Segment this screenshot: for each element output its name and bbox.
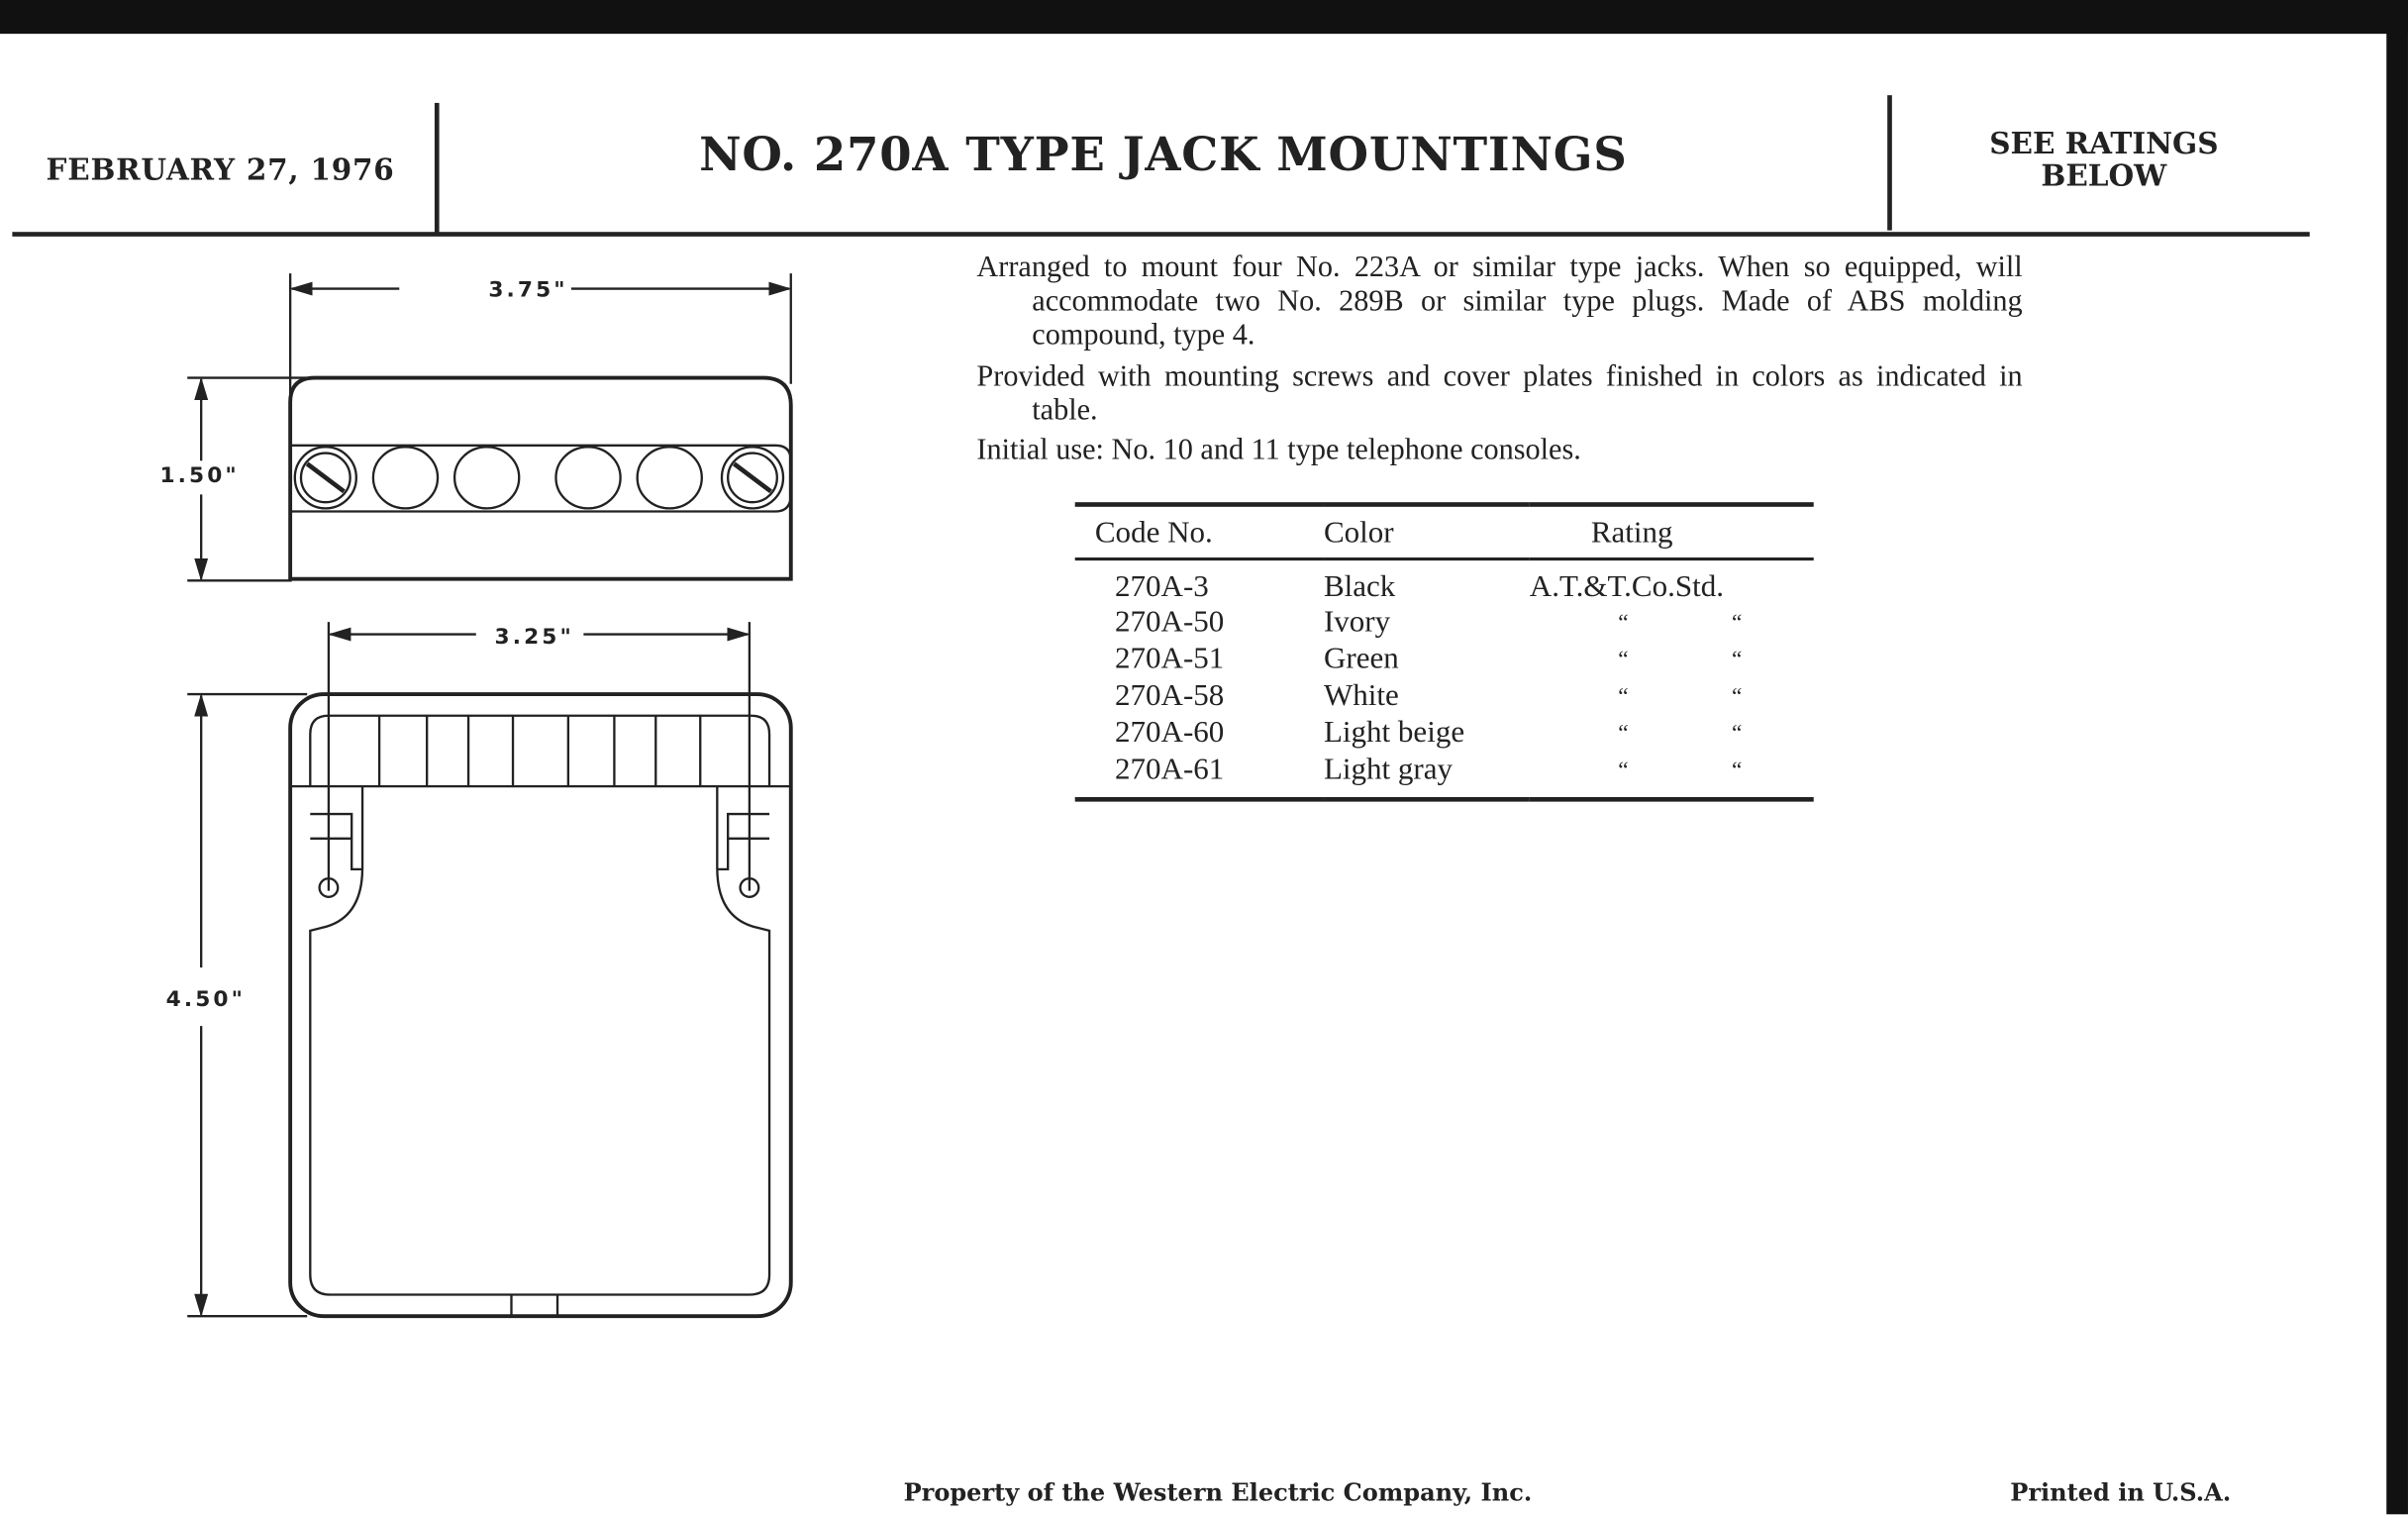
ditto-mark: “ xyxy=(1618,648,1629,673)
cell-color: Black xyxy=(1323,569,1396,604)
cell-color: White xyxy=(1323,678,1399,713)
cell-code: 270A-50 xyxy=(1115,605,1225,640)
description-paragraph: Provided with mounting screws and cover plates finished in colors as indicated in table. xyxy=(976,360,2023,428)
ditto-mark: “ xyxy=(1618,611,1629,637)
jack-hole xyxy=(373,447,702,508)
dim-label: 3.75" xyxy=(488,277,568,303)
cell-code: 270A-51 xyxy=(1115,642,1225,676)
cell-code: 270A-60 xyxy=(1115,715,1225,750)
description-paragraph: Initial use: No. 10 and 11 type telephone consoles. xyxy=(976,434,1581,467)
footer-printed: Printed in U.S.A. xyxy=(2010,1477,2232,1507)
cell-code: 270A-58 xyxy=(1115,678,1225,713)
ditto-mark: “ xyxy=(1731,758,1743,784)
ditto-mark: “ xyxy=(1618,684,1629,710)
ditto-mark: “ xyxy=(1731,721,1743,747)
ratings-note-line2: BELOW xyxy=(2041,159,2167,194)
cell-color: Light beige xyxy=(1323,715,1465,750)
rating-value: A.T.&T.Co.Std. xyxy=(1529,569,1724,604)
ditto-mark: “ xyxy=(1731,611,1743,637)
ditto-mark: “ xyxy=(1731,648,1743,673)
cell-code: 270A-61 xyxy=(1115,752,1225,787)
cell-color: Ivory xyxy=(1323,605,1391,640)
screw-icon xyxy=(295,447,356,508)
ratings-note-line1: SEE RATINGS xyxy=(1989,127,2219,161)
screw-icon xyxy=(722,447,783,508)
ditto-mark: “ xyxy=(1731,684,1743,710)
cell-color: Light gray xyxy=(1323,752,1454,787)
description-paragraph: Arranged to mount four No. 223A or similar type jacks. When so equipped, will accommodate two No. 289B or similar type plugs. Made of ABS molding compound, type 4. xyxy=(976,252,2023,353)
col-header-color: Color xyxy=(1323,516,1394,551)
ribs xyxy=(379,716,700,786)
cell-color: Green xyxy=(1323,642,1399,676)
col-header-code: Code No. xyxy=(1094,516,1213,551)
top-view-outline xyxy=(290,378,791,579)
dim-label: 3.25" xyxy=(494,624,574,650)
ditto-mark: “ xyxy=(1618,758,1629,784)
dimension-hole-spacing xyxy=(329,622,750,890)
footer-property: Property of the Western Electric Company, Inc. xyxy=(903,1477,1533,1507)
dim-label: 1.50" xyxy=(159,463,240,489)
cell-code: 270A-3 xyxy=(1115,569,1209,604)
issue-date: FEBRUARY 27, 1976 xyxy=(46,153,395,188)
ditto-mark: “ xyxy=(1618,721,1629,747)
col-header-rating: Rating xyxy=(1590,516,1673,551)
front-view-outline xyxy=(290,694,791,1316)
dim-label: 4.50" xyxy=(165,986,247,1012)
page-title: NO. 270A TYPE JACK MOUNTINGS xyxy=(699,129,1628,183)
